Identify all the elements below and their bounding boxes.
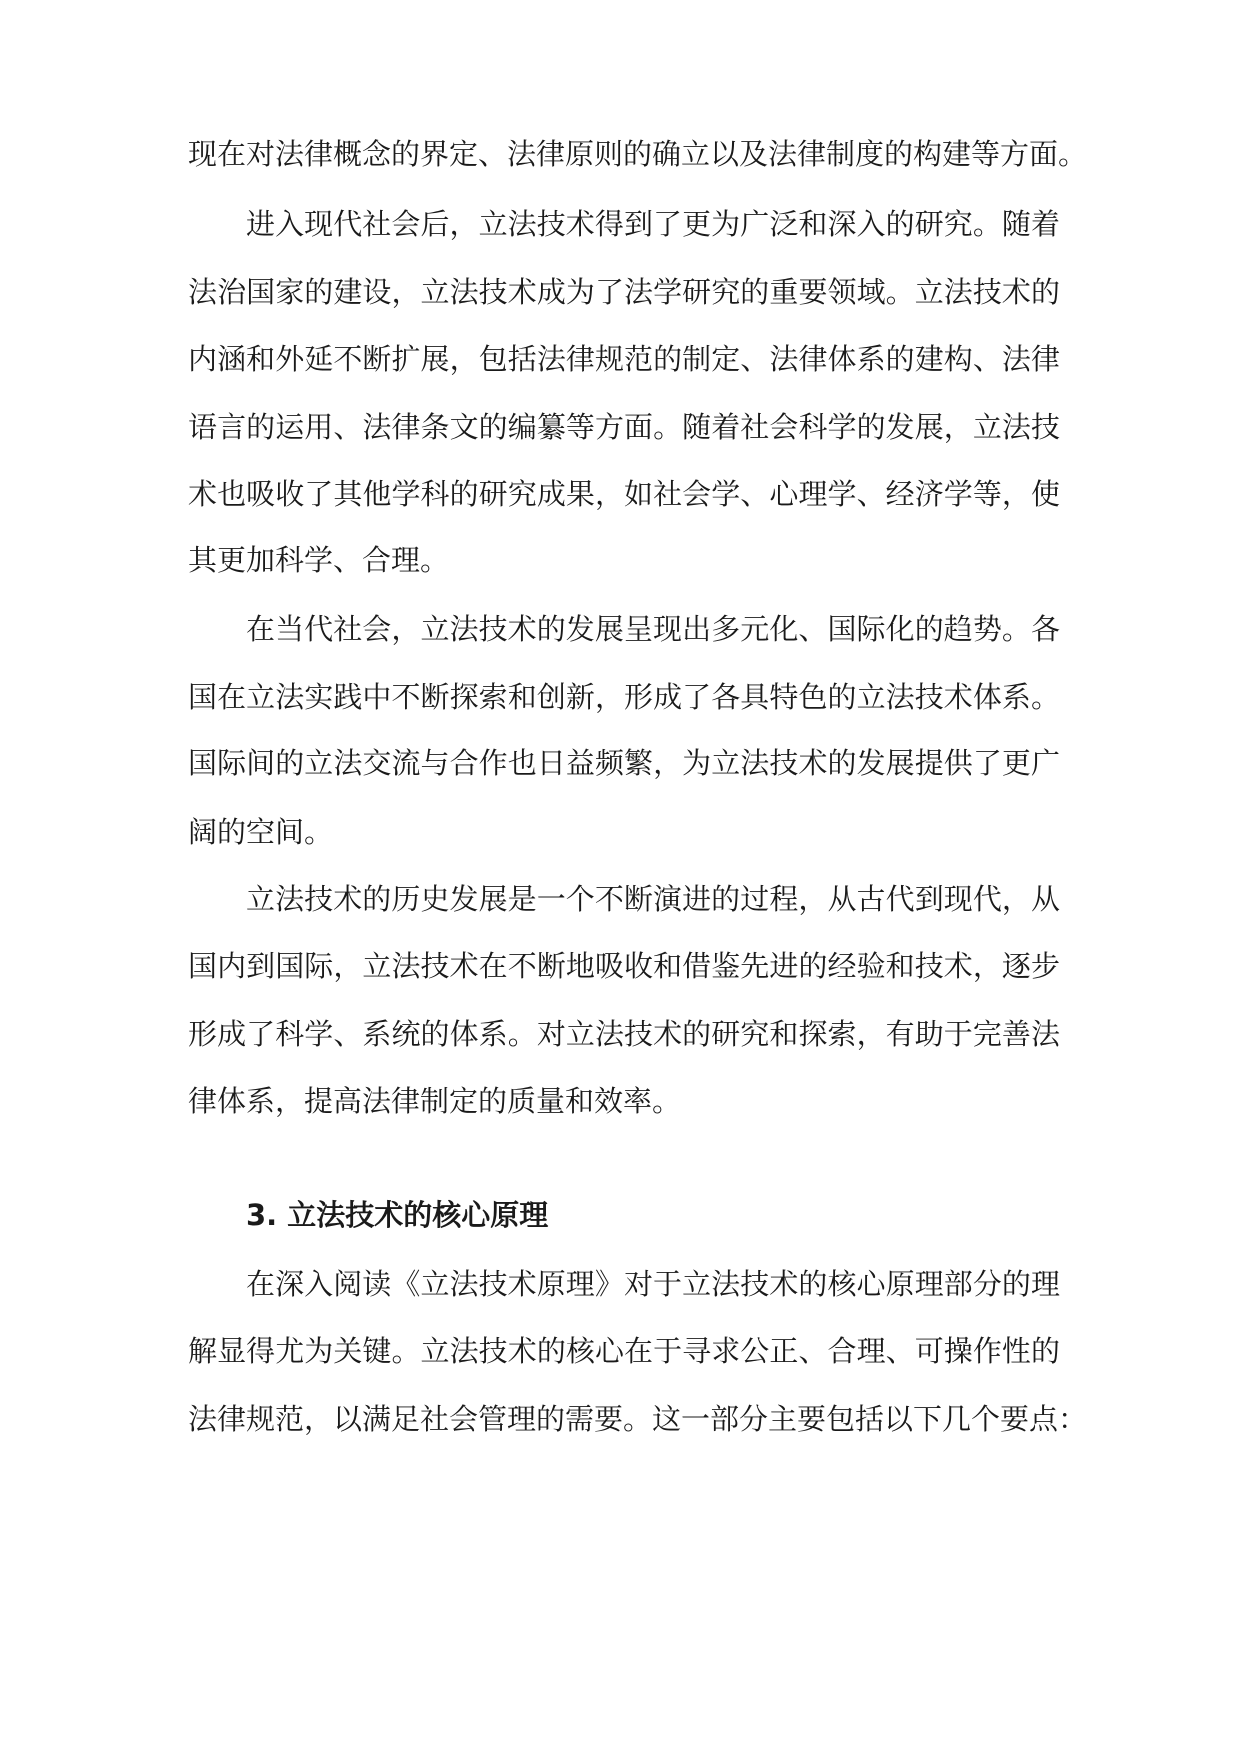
text-line: 解显得尤为关键。立法技术的核心在于寻求公正、合理、可操作性的 [188, 1334, 1060, 1368]
text-line: 语言的运用、法律条文的编纂等方面。随着社会科学的发展，立法技 [188, 410, 1060, 444]
text-line: 其更加科学、合理。 [188, 543, 450, 577]
text-line: 形成了科学、系统的体系。对立法技术的研究和探索，有助于完善法 [188, 1017, 1060, 1051]
text-line: 国在立法实践中不断探索和创新，形成了各具特色的立法技术体系。 [188, 680, 1060, 714]
section-heading: 3. 立法技术的核心原理 [246, 1198, 549, 1232]
text-line: 法治国家的建设，立法技术成为了法学研究的重要领域。立法技术的 [188, 275, 1060, 309]
paragraph-line: 进入现代社会后，立法技术得到了更为广泛和深入的研究。随着 [246, 207, 1060, 241]
text-line: 律体系，提高法律制定的质量和效率。 [188, 1084, 682, 1118]
paragraph-line: 在深入阅读《立法技术原理》对于立法技术的核心原理部分的理 [246, 1267, 1060, 1301]
text-line: 现在对法律概念的界定、法律原则的确立以及法律制度的构建等方面。 [188, 137, 1088, 171]
text-line: 国际间的立法交流与合作也日益频繁，为立法技术的发展提供了更广 [188, 746, 1060, 780]
text-line: 内涵和外延不断扩展，包括法律规范的制定、法律体系的建构、法律 [188, 342, 1060, 376]
text-line: 术也吸收了其他学科的研究成果，如社会学、心理学、经济学等，使 [188, 477, 1060, 511]
text-line: 国内到国际，立法技术在不断地吸收和借鉴先进的经验和技术，逐步 [188, 949, 1060, 983]
text-line: 法律规范，以满足社会管理的需要。这一部分主要包括以下几个要点： [188, 1402, 1088, 1436]
text-line: 阔的空间。 [188, 815, 334, 849]
paragraph-line: 在当代社会，立法技术的发展呈现出多元化、国际化的趋势。各 [246, 612, 1060, 646]
paragraph-line: 立法技术的历史发展是一个不断演进的过程，从古代到现代，从 [246, 882, 1060, 916]
